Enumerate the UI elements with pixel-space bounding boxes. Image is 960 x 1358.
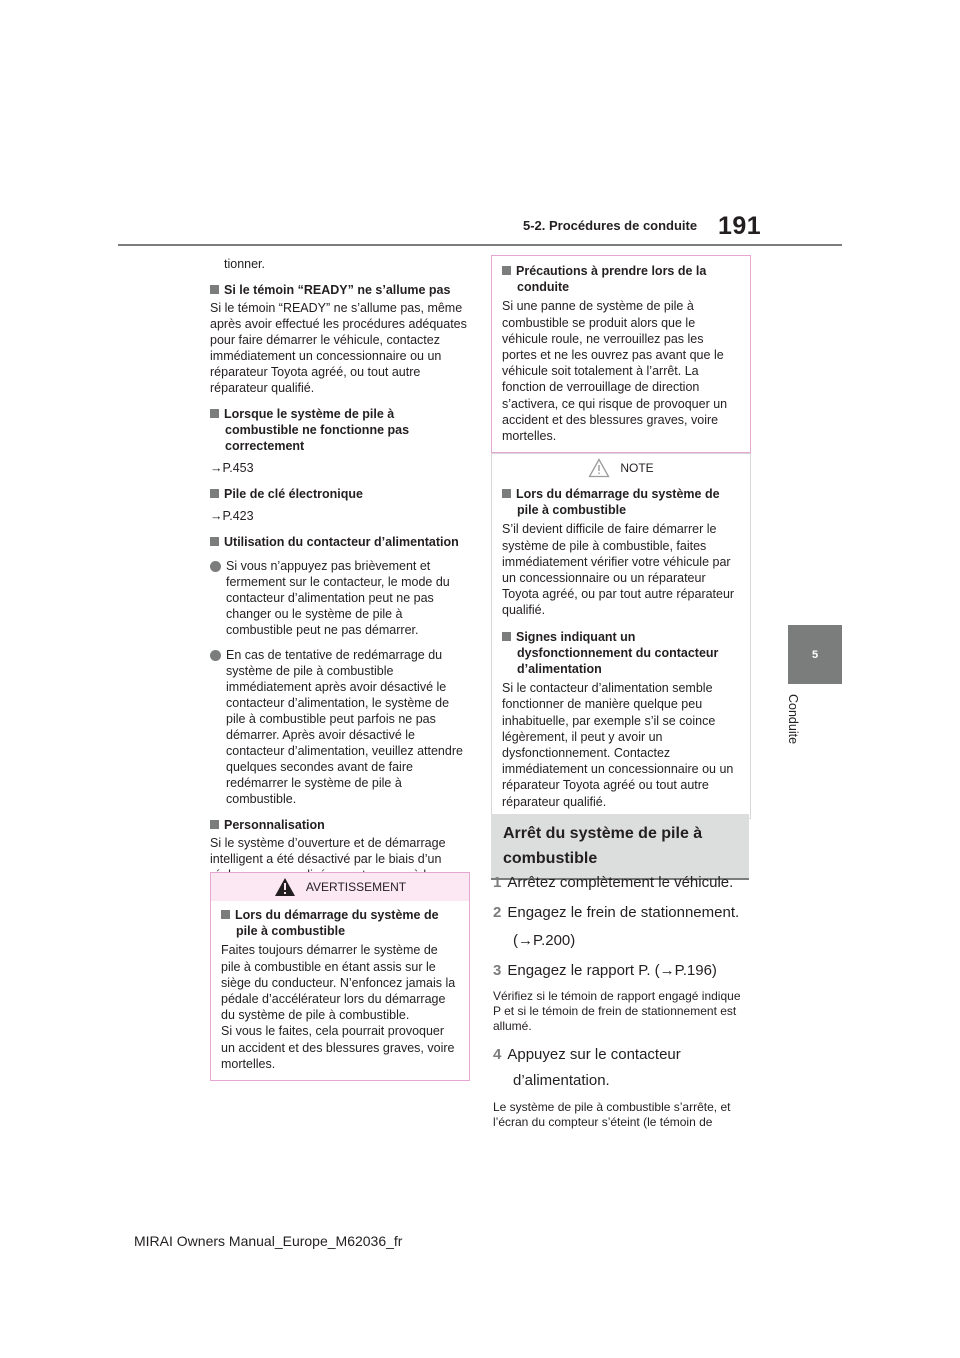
step-3-number: 3 bbox=[493, 962, 502, 979]
step-1-number: 1 bbox=[493, 874, 502, 891]
switch-heading bbox=[210, 534, 470, 550]
footer-text: MIRAI Owners Manual_Europe_M62036_fr bbox=[134, 1233, 403, 1249]
warning-title bbox=[221, 907, 459, 939]
step-4-number: 4 bbox=[493, 1046, 502, 1063]
note-text-2: Si le contacteur d’alimentation semble fonctionner de manière quelque peu inhabituelle, par exemple s’il se coince légèrement, il peut y avoir un dysfonctionnement. Contactez immédiatement un concessionnaire ou un réparateur Toyota agréé ou tout autre réparateur qualifié. bbox=[502, 681, 734, 809]
switch-bullet-1-text: Si vous n’appuyez pas brièvement et fermement sur le contacteur, le mode du contacteur d’alimentation peut ne pas changer ou le système de pile à combustible peut ne pas démarrer. bbox=[226, 559, 450, 637]
note-box bbox=[491, 453, 751, 819]
page-number: 191 bbox=[718, 212, 762, 240]
square-bullet-icon bbox=[502, 632, 511, 641]
square-bullet-icon bbox=[221, 910, 230, 919]
note-title-1 bbox=[502, 486, 740, 518]
stop-steps bbox=[493, 873, 749, 1130]
step-4 bbox=[493, 1042, 749, 1094]
step-3-note: Vérifiez si le témoin de rapport engagé indique P et si le témoin de frein de stationnement est allumé. bbox=[493, 989, 741, 1033]
note-title-2 bbox=[502, 629, 740, 678]
custom-text: Si le système d’ouverture et de démarrage intelligent a été désactivé par le biais d’un bbox=[210, 836, 446, 866]
section-title: 5-2. Procédures de conduite bbox=[523, 218, 698, 233]
step-2-text: Engagez le frein de stationnement. bbox=[507, 904, 740, 921]
step-2-number: 2 bbox=[493, 904, 502, 921]
step-2-ref: (→P.200) bbox=[513, 932, 576, 949]
ready-heading bbox=[210, 282, 470, 298]
chapter-tab: 5 bbox=[788, 625, 842, 684]
header-rule bbox=[118, 244, 842, 246]
custom-title: Personnalisation bbox=[224, 818, 325, 832]
precaution-text: Si une panne de système de pile à combustible se produit alors que le véhicule roule, ne verrouillez pas les portes et ne les ouvrez pas avant que le véhicule soit totalement à l’arrêt. La fonction de verrouillage de direction s’activera, ce qui risque de provoquer un accident et des blessures graves, voire mortelles. bbox=[502, 299, 728, 444]
step-4-note: Le système de pile à combustible s’arrête, et l’écran du compteur s’éteint (le témoin de bbox=[493, 1100, 731, 1129]
precaution-title bbox=[502, 263, 740, 295]
precaution-box bbox=[491, 255, 751, 453]
key-ref: →P.423 bbox=[210, 509, 254, 523]
square-bullet-icon bbox=[210, 285, 219, 294]
step-4-text: Appuyez sur le contacteur d’alimentation. bbox=[507, 1046, 681, 1089]
chapter-label bbox=[782, 686, 806, 756]
note-title-1-text: Lors du démarrage du système de pile à combustible bbox=[516, 487, 720, 518]
switch-bullet-1 bbox=[210, 558, 470, 638]
switch-bullet-2 bbox=[210, 647, 470, 807]
fuelcell-heading bbox=[210, 406, 470, 454]
ready-title: Si le témoin “READY” ne s’allume pas bbox=[224, 283, 451, 297]
step-3-text: Engagez le rapport P. (→P.196) bbox=[507, 962, 717, 979]
square-bullet-icon bbox=[210, 489, 219, 498]
switch-bullet-2-text: En cas de tentative de redémarrage du système de pile à combustible immédiatement après avoir désactivé le contacteur d’alimentation, le système de pile à combustible peut parfois ne pas démarrer. Après avoir désactivé le contacteur d’alimentation, veuillez attendre quelques secondes avant de faire redémarrer le système de pile à combustible. bbox=[226, 648, 463, 806]
precaution-title-text: Précautions à prendre lors de la conduite bbox=[516, 264, 707, 295]
square-bullet-icon bbox=[210, 820, 219, 829]
circle-bullet-icon bbox=[210, 561, 221, 572]
continuation-text: tionner. bbox=[224, 257, 266, 271]
warning-header bbox=[211, 873, 469, 901]
switch-title: Utilisation du contacteur d’alimentation bbox=[224, 535, 459, 549]
square-bullet-icon bbox=[502, 266, 511, 275]
circle-bullet-icon bbox=[210, 650, 221, 661]
ready-text: Si le témoin “READY” ne s’allume pas, même après avoir effectué les procédures adéquates pour faire démarrer le véhicule, contactez immédiatement un concessionnaire ou un réparateur Toyota agréé, ou tout autre réparateur qualifié. bbox=[210, 301, 467, 395]
key-heading bbox=[210, 486, 470, 502]
note-label: NOTE bbox=[620, 461, 654, 475]
warning-text-1: Faites toujours démarrer le système de pile à combustible en étant assis sur le siège du conducteur. N’enfoncez jamais la pédale d’accélérateur lors du démarrage du système de pile à combustible. bbox=[221, 943, 456, 1023]
step-1-text: Arrêtez complètement le véhicule. bbox=[507, 874, 734, 891]
fuelcell-ref: →P.453 bbox=[210, 461, 254, 475]
step-2 bbox=[493, 903, 749, 923]
custom-heading bbox=[210, 817, 470, 833]
square-bullet-icon bbox=[502, 489, 511, 498]
note-text-1: S’il devient difficile de faire démarrer le système de pile à combustible, faites immédiatement vérifier votre véhicule par un concessionnaire ou un réparateur Toyota agréé, ou par tout autre réparateur qualifié. bbox=[502, 522, 735, 618]
square-bullet-icon bbox=[210, 409, 219, 418]
note-title-2-text: Signes indiquant un dysfonctionnement du contacteur d’alimentation bbox=[516, 629, 719, 677]
key-title: Pile de clé électronique bbox=[224, 487, 363, 501]
chapter-label-text: Conduite bbox=[786, 694, 800, 745]
warning-label: AVERTISSEMENT bbox=[305, 880, 407, 894]
warning-box bbox=[210, 872, 470, 1081]
fuelcell-title: Lorsque le système de pile à combustible ne fonctionne pas correctement bbox=[224, 407, 410, 453]
stop-section-heading: Arrêt du système de pile à combustible bbox=[491, 814, 749, 880]
left-column bbox=[210, 256, 470, 899]
warning-text-2: Si vous le faites, cela pourrait provoquer un accident et des blessures graves, voire mortelles. bbox=[221, 1024, 455, 1071]
step-3 bbox=[493, 961, 749, 981]
warning-title-text: Lors du démarrage du système de pile à combustible bbox=[235, 908, 439, 939]
note-header bbox=[492, 454, 750, 482]
square-bullet-icon bbox=[210, 537, 219, 546]
warning-triangle-icon bbox=[274, 877, 296, 897]
caution-triangle-icon bbox=[588, 458, 610, 478]
step-1 bbox=[493, 873, 749, 893]
